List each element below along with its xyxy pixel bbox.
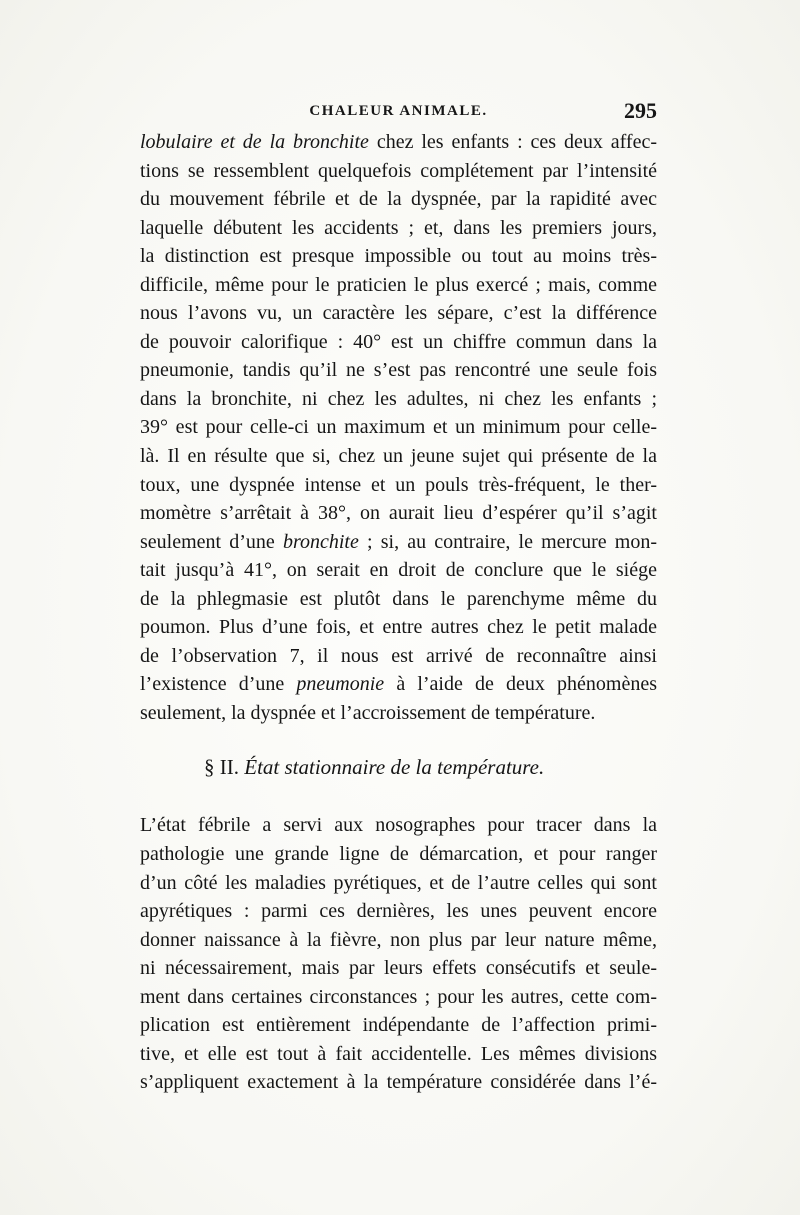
text-line: pathologie une grande ligne de démarcation, et pour ranger xyxy=(140,843,657,866)
text-line: tions se ressemblent quelquefois complétement par l’intensité xyxy=(140,159,657,182)
text-line: pneumonie, tandis qu’il ne s’est pas rencontré une seule fois xyxy=(140,359,657,382)
text-line: là. Il en résulte que si, chez un jeune sujet qui présente de la xyxy=(140,445,657,468)
text-line: nous l’avons vu, un caractère les sépare, c’est la différence xyxy=(140,302,657,325)
text-span: à l’aide de deux phénomènes xyxy=(384,673,657,696)
text-line: s’appliquent exactement à la température considérée dans l’é- xyxy=(140,1071,657,1094)
text-line: de la phlegmasie est plutôt dans le parenchyme même du xyxy=(140,587,657,610)
section-heading xyxy=(140,739,657,799)
text-line: de l’observation 7, il nous est arrivé de reconnaître ainsi xyxy=(140,644,657,667)
text-line: 39° est pour celle-ci un maximum et un minimum pour celle- xyxy=(140,416,657,439)
body-text xyxy=(140,128,657,1097)
text-line: d’un côté les maladies pyrétiques, et de l’autre celles qui sont xyxy=(140,871,657,894)
text-line: ment dans certaines circonstances ; pour les autres, cette com- xyxy=(140,985,657,1008)
text-span: chez les enfants : ces deux affec- xyxy=(368,131,657,153)
italic-term: pneumonie xyxy=(296,673,385,696)
text-line: laquelle débutent les accidents ; et, dans les premiers jours, xyxy=(140,216,657,239)
text-line: poumon. Plus d’une fois, et entre autres chez le petit malade xyxy=(140,616,657,639)
text-line: seulement, la dyspnée et l’accroissement de température. xyxy=(140,701,596,724)
text-line: apyrétiques : parmi ces dernières, les unes peuvent encore xyxy=(140,900,657,923)
text-line: tive, et elle est tout à fait accidentelle. Les mêmes divisions xyxy=(140,1042,657,1065)
italic-term: bronchite xyxy=(282,530,359,553)
italic-term: lobulaire et de la bronchite xyxy=(140,131,369,153)
text-line: donner naissance à la fièvre, non plus par leur nature même, xyxy=(140,928,657,951)
text-span: ; si, au contraire, le mercure mon- xyxy=(358,530,657,553)
text-line: de pouvoir calorifique : 40° est un chiffre commun dans la xyxy=(140,330,657,353)
text-line: du mouvement fébrile et de la dyspnée, par la rapidité avec xyxy=(140,188,657,211)
text-line xyxy=(140,528,657,557)
text-line: momètre s’arrêtait à 38°, on aurait lieu d’espérer qu’il s’agit xyxy=(140,502,657,525)
text-line xyxy=(140,670,657,699)
text-line: plication est entièrement indépendante de l’affection primi- xyxy=(140,1014,657,1037)
text-line: tait jusqu’à 41°, on serait en droit de conclure que le siége xyxy=(140,559,657,582)
page-number: 295 xyxy=(624,98,657,123)
page-header xyxy=(140,98,657,128)
text-span: seulement d’une xyxy=(140,530,283,553)
spacer xyxy=(140,799,657,811)
text-line: la distinction est presque impossible ou tout au moins très- xyxy=(140,245,657,268)
section-number: § II. xyxy=(204,755,239,780)
text-line: L’état fébrile a servi aux nosographes pour tracer dans la xyxy=(140,814,657,837)
text-line: difficile, même pour le praticien le plus exercé ; mais, comme xyxy=(140,273,657,296)
text-line: ni nécessairement, mais par leurs effets consécutifs et seule- xyxy=(140,957,657,980)
running-head: CHALEUR ANIMALE. xyxy=(309,103,488,119)
text-line: toux, une dyspnée intense et un pouls très-fréquent, le ther- xyxy=(140,473,657,496)
text-span: l’existence d’une xyxy=(140,673,297,696)
text-line: dans la bronchite, ni chez les adultes, ni chez les enfants ; xyxy=(140,387,657,410)
section-title: État stationnaire de la température. xyxy=(244,755,545,780)
text-line xyxy=(140,128,657,157)
spacer xyxy=(140,727,657,739)
